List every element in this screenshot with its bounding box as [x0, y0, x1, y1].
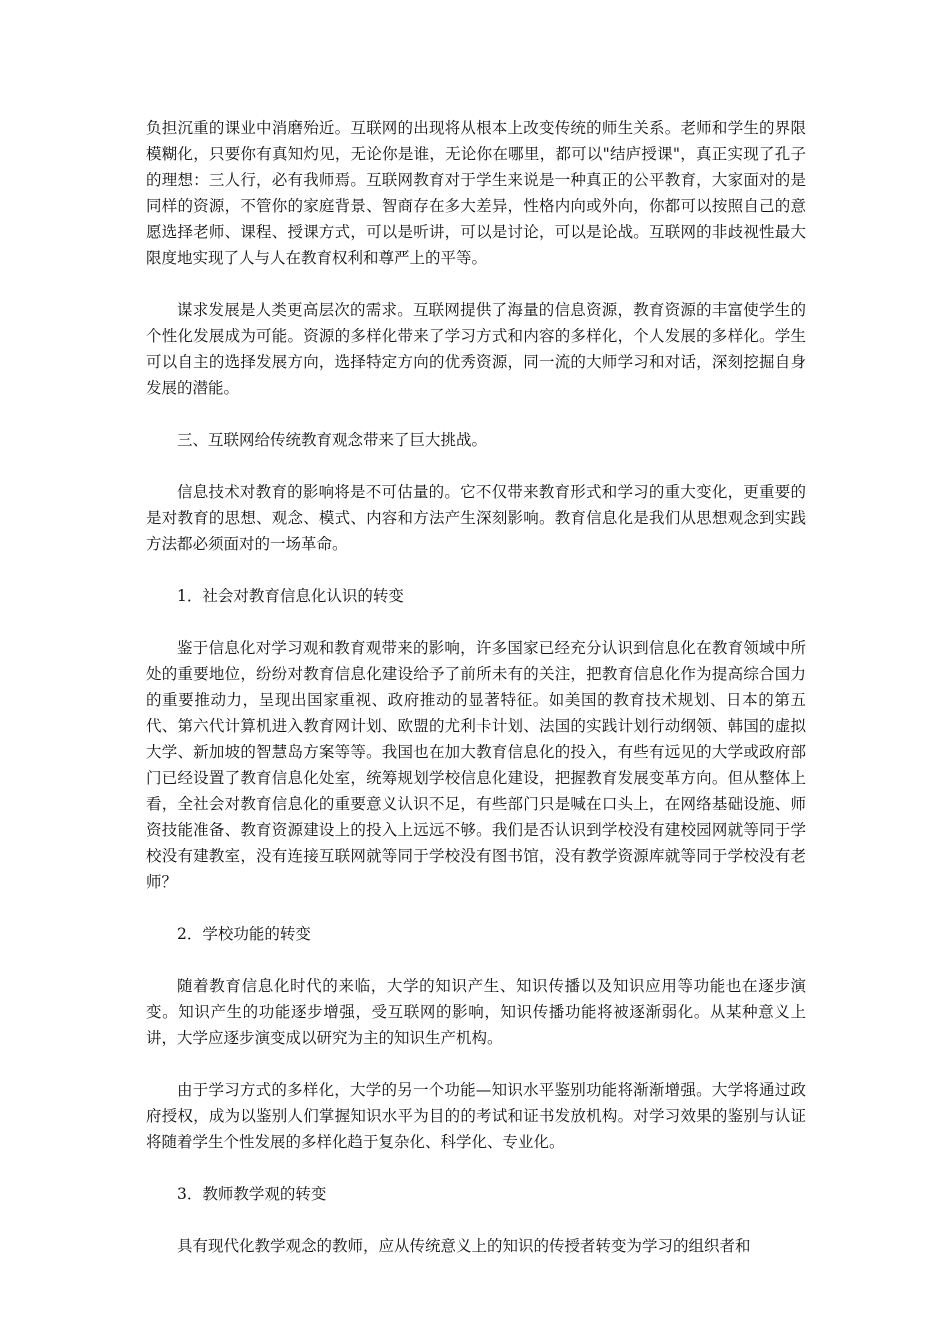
section-heading-three: 三、互联网给传统教育观念带来了巨大挑战。 [177, 431, 488, 449]
paragraph-social-awareness: 鉴于信息化对学习观和教育观带来的影响，许多国家已经充分认识到信息化在教育领域中所处的重要地位，纷纷对教育信息化建设给予了前所未有的关注，把教育信息化作为提高综合国力的重要推动力，呈现出国家重视、政府推动的显著特征。如美国的教育技术规划、日本的第五代、第六代计算机进入教育网计划、欧盟的尤利卡计划、法国的实践计划行动纲领、韩国的虚拟大学、新加坡的智慧岛方案等等。我国也在加大教育信息化的投入，有些有远见的大学或政府部门已经设置了教育信息化处室，统筹规划学校信息化建设，把握教育发展变革方向。但从整体上看，全社会对教育信息化的重要意义认识不足，有些部门只是喊在口头上，在网络基础设施、师资技能准备、教育资源建设上的投入上远远不够。我们是否认识到学校没有建校园网就等同于学校没有建教室，没有连接互联网就等同于学校没有图书馆，没有教学资源库就等同于学校没有老师？ [146, 639, 806, 891]
paragraph-continuation: 负担沉重的课业中消磨殆近。互联网的出现将从根本上改变传统的师生关系。老师和学生的界限模糊化，只要你有真知灼见，无论你是谁，无论你在哪里，都可以"结庐授课"，真正实现了孔子的理想：三人行，必有我师焉。互联网教育对于学生来说是一种真正的公平教育，大家面对的是同样的资源，不管你的家庭背景、智商存在多大差异，性格内向或外向，你都可以按照自己的意愿选择老师、课程、授课方式，可以是听讲，可以是讨论，可以是论战。互联网的非歧视性最大限度地实现了人与人在教育权利和尊严上的平等。 [146, 119, 806, 267]
paragraph-university-function: 随着教育信息化时代的来临，大学的知识产生、知识传播以及知识应用等功能也在逐步演变。知识产生的功能逐步增强，受互联网的影响，知识传播功能将被逐渐弱化。从某种意义上讲，大学应逐步演变成以研究为主的知识生产机构。 [146, 977, 806, 1047]
paragraph-teacher-view: 具有现代化教学观念的教师，应从传统意义上的知识的传授者转变为学习的组织者和 [177, 1237, 751, 1255]
subheading-3: 3．教师教学观的转变 [177, 1185, 327, 1203]
document-page [146, 115, 806, 1285]
subheading-2: 2．学校功能的转变 [177, 925, 311, 943]
subheading-1: 1．社会对教育信息化认识的转变 [177, 587, 404, 605]
paragraph-development-needs: 谋求发展是人类更高层次的需求。互联网提供了海量的信息资源，教育资源的丰富使学生的个性化发展成为可能。资源的多样化带来了学习方式和内容的多样化，个人发展的多样化。学生可以自主的选择发展方向，选择特定方向的优秀资源，同一流的大师学习和对话，深刻挖掘自身发展的潜能。 [146, 301, 806, 397]
paragraph-assessment-function: 由于学习方式的多样化，大学的另一个功能—知识水平鉴别功能将渐渐增强。大学将通过政府授权，成为以鉴别人们掌握知识水平为目的的考试和证书发放机构。对学习效果的鉴别与认证将随着学生个性发展的多样化趋于复杂化、科学化、专业化。 [146, 1081, 806, 1151]
paragraph-it-impact: 信息技术对教育的影响将是不可估量的。它不仅带来教育形式和学习的重大变化，更重要的是对教育的思想、观念、模式、内容和方法产生深刻影响。教育信息化是我们从思想观念到实践方法都必须面对的一场革命。 [146, 483, 806, 553]
